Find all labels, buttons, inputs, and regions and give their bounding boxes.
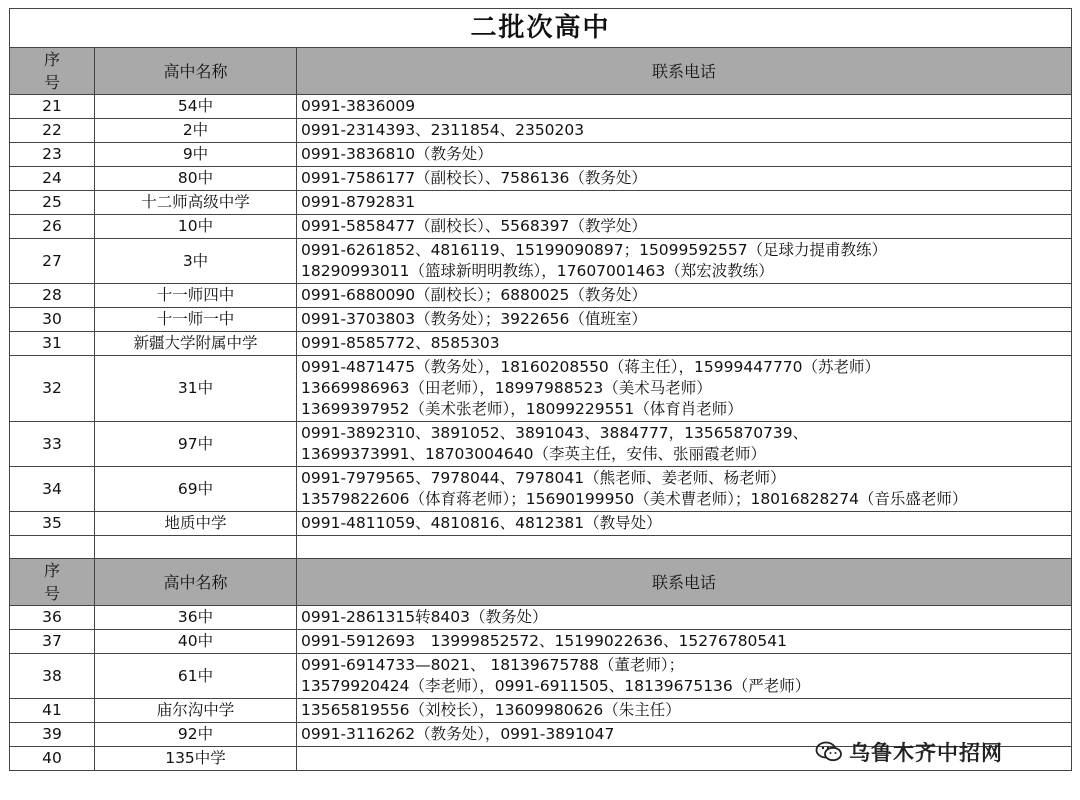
phone-cell xyxy=(297,467,1072,512)
watermark-text: 乌鲁木齐中招网 xyxy=(849,741,1003,765)
table-row xyxy=(10,284,1072,308)
header-school: 高中名称 xyxy=(95,559,297,606)
seq-cell: 24 xyxy=(10,167,95,191)
phone-cell xyxy=(297,332,1072,356)
phone-cell xyxy=(297,284,1072,308)
phone-cell xyxy=(297,167,1072,191)
seq-cell: 41 xyxy=(10,699,95,723)
seq-cell: 22 xyxy=(10,119,95,143)
phone-line: 18290993011（篮球新明明教练），17607001463（郑宏波教练） xyxy=(301,262,774,280)
seq-cell: 37 xyxy=(10,630,95,654)
school-name-cell: 80中 xyxy=(95,167,297,191)
phone-line: 0991-3836009 xyxy=(301,97,416,115)
phone-line: 0991-3703803（教务处）；3922656（值班室） xyxy=(301,310,647,328)
table-row xyxy=(10,215,1072,239)
phone-cell xyxy=(297,239,1072,284)
header-row xyxy=(10,559,1072,606)
phone-cell xyxy=(297,356,1072,422)
phone-line: 0991-4811059、4810816、4812381（教导处） xyxy=(301,514,662,532)
seq-cell: 39 xyxy=(10,723,95,747)
phone-cell xyxy=(297,215,1072,239)
phone-line: 0991-5912693 13999852572、15199022636、15276780541 xyxy=(301,632,788,650)
page-title: 二批次高中 xyxy=(10,9,1072,48)
seq-cell: 25 xyxy=(10,191,95,215)
phone-line: 13579822606（体育蒋老师）；15690199950（美术曹老师）；18016828274（音乐盛老师） xyxy=(301,490,968,508)
wechat-icon xyxy=(815,741,843,763)
school-name-cell: 61中 xyxy=(95,654,297,699)
seq-cell: 35 xyxy=(10,512,95,536)
seq-cell: 40 xyxy=(10,747,95,771)
phone-line: 0991-4871475（教务处），18160208550（蒋主任），15999447770（苏老师） xyxy=(301,358,881,376)
table-row xyxy=(10,191,1072,215)
table-row xyxy=(10,654,1072,699)
phone-line: 13699397952（美术张老师），18099229551（体育肖老师） xyxy=(301,400,743,418)
table-row xyxy=(10,606,1072,630)
title-row xyxy=(10,9,1072,48)
table-row xyxy=(10,119,1072,143)
school-name-cell: 3中 xyxy=(95,239,297,284)
phone-cell xyxy=(297,512,1072,536)
header-seq xyxy=(10,559,95,606)
header-phone: 联系电话 xyxy=(297,559,1072,606)
table-row xyxy=(10,167,1072,191)
contact-table xyxy=(9,8,1072,771)
school-name-cell: 十二师高级中学 xyxy=(95,191,297,215)
seq-cell: 34 xyxy=(10,467,95,512)
table-row xyxy=(10,308,1072,332)
table-row xyxy=(10,467,1072,512)
seq-cell: 38 xyxy=(10,654,95,699)
header-seq-line2: 号 xyxy=(43,73,60,92)
school-name-cell: 54中 xyxy=(95,95,297,119)
school-name-cell: 庙尔沟中学 xyxy=(95,699,297,723)
school-name-cell: 40中 xyxy=(95,630,297,654)
phone-line: 13579920424（李老师），0991-6911505、18139675136（严老师） xyxy=(301,677,811,695)
phone-line: 13699373991、18703004640（李英主任，安伟、张丽霞老师） xyxy=(301,445,766,463)
header-seq-line2: 号 xyxy=(43,584,60,603)
header-seq xyxy=(10,48,95,95)
phone-line: 0991-7979565、7978044、7978041（熊老师、姜老师、杨老师） xyxy=(301,469,786,487)
seq-cell: 27 xyxy=(10,239,95,284)
phone-cell xyxy=(297,119,1072,143)
seq-cell: 21 xyxy=(10,95,95,119)
blank-cell xyxy=(95,536,297,559)
phone-cell xyxy=(297,308,1072,332)
school-name-cell: 9中 xyxy=(95,143,297,167)
table-row xyxy=(10,630,1072,654)
phone-line: 0991-7586177（副校长）、7586136（教务处） xyxy=(301,169,647,187)
school-name-cell: 135中学 xyxy=(95,747,297,771)
blank-cell xyxy=(10,536,95,559)
table-row xyxy=(10,356,1072,422)
header-row xyxy=(10,48,1072,95)
phone-line: 0991-3116262（教务处），0991-3891047 xyxy=(301,725,615,743)
header-school: 高中名称 xyxy=(95,48,297,95)
high-school-contact-sheet xyxy=(9,8,1071,771)
table-row xyxy=(10,95,1072,119)
seq-cell: 36 xyxy=(10,606,95,630)
school-name-cell: 十一师四中 xyxy=(95,284,297,308)
school-name-cell: 31中 xyxy=(95,356,297,422)
header-phone: 联系电话 xyxy=(297,48,1072,95)
phone-line: 13565819556（刘校长），13609980626（朱主任） xyxy=(301,701,681,719)
phone-line: 0991-3836810（教务处） xyxy=(301,145,493,163)
table-row xyxy=(10,332,1072,356)
school-name-cell: 十一师一中 xyxy=(95,308,297,332)
phone-cell xyxy=(297,95,1072,119)
table-row xyxy=(10,239,1072,284)
school-name-cell: 新疆大学附属中学 xyxy=(95,332,297,356)
phone-line: 0991-2314393、2311854、2350203 xyxy=(301,121,585,139)
phone-cell xyxy=(297,191,1072,215)
school-name-cell: 97中 xyxy=(95,422,297,467)
seq-cell: 30 xyxy=(10,308,95,332)
phone-line: 0991-6914733—8021、 18139675788（董老师）； xyxy=(301,656,685,674)
school-name-cell: 地质中学 xyxy=(95,512,297,536)
phone-cell xyxy=(297,143,1072,167)
phone-cell xyxy=(297,699,1072,723)
phone-line: 13669986963（田老师），18997988523（美术马老师） xyxy=(301,379,712,397)
blank-row xyxy=(10,536,1072,559)
school-name-cell: 92中 xyxy=(95,723,297,747)
school-name-cell: 2中 xyxy=(95,119,297,143)
seq-cell: 26 xyxy=(10,215,95,239)
phone-cell xyxy=(297,422,1072,467)
header-seq-line1: 序 xyxy=(43,50,60,69)
phone-cell xyxy=(297,654,1072,699)
school-name-cell: 36中 xyxy=(95,606,297,630)
phone-line: 0991-6261852、4816119、15199090897；15099592557（足球力提甫教练） xyxy=(301,241,888,259)
phone-line: 0991-5858477（副校长）、5568397（教学处） xyxy=(301,217,647,235)
seq-cell: 31 xyxy=(10,332,95,356)
school-name-cell: 69中 xyxy=(95,467,297,512)
blank-cell xyxy=(297,536,1072,559)
seq-cell: 32 xyxy=(10,356,95,422)
table-row xyxy=(10,143,1072,167)
seq-cell: 28 xyxy=(10,284,95,308)
table-row xyxy=(10,699,1072,723)
phone-line: 0991-6880090（副校长）；6880025（教务处） xyxy=(301,286,647,304)
phone-line: 0991-3892310、3891052、3891043、3884777，13565870739、 xyxy=(301,424,809,442)
seq-cell: 23 xyxy=(10,143,95,167)
phone-line: 0991-8585772、8585303 xyxy=(301,334,500,352)
seq-cell: 33 xyxy=(10,422,95,467)
phone-cell xyxy=(297,630,1072,654)
table-row xyxy=(10,422,1072,467)
school-name-cell: 10中 xyxy=(95,215,297,239)
phone-cell xyxy=(297,606,1072,630)
watermark xyxy=(815,736,1003,768)
table-row xyxy=(10,512,1072,536)
header-seq-line1: 序 xyxy=(43,561,60,580)
phone-line: 0991-8792831 xyxy=(301,193,416,211)
phone-line: 0991-2861315转8403（教务处） xyxy=(301,608,548,626)
